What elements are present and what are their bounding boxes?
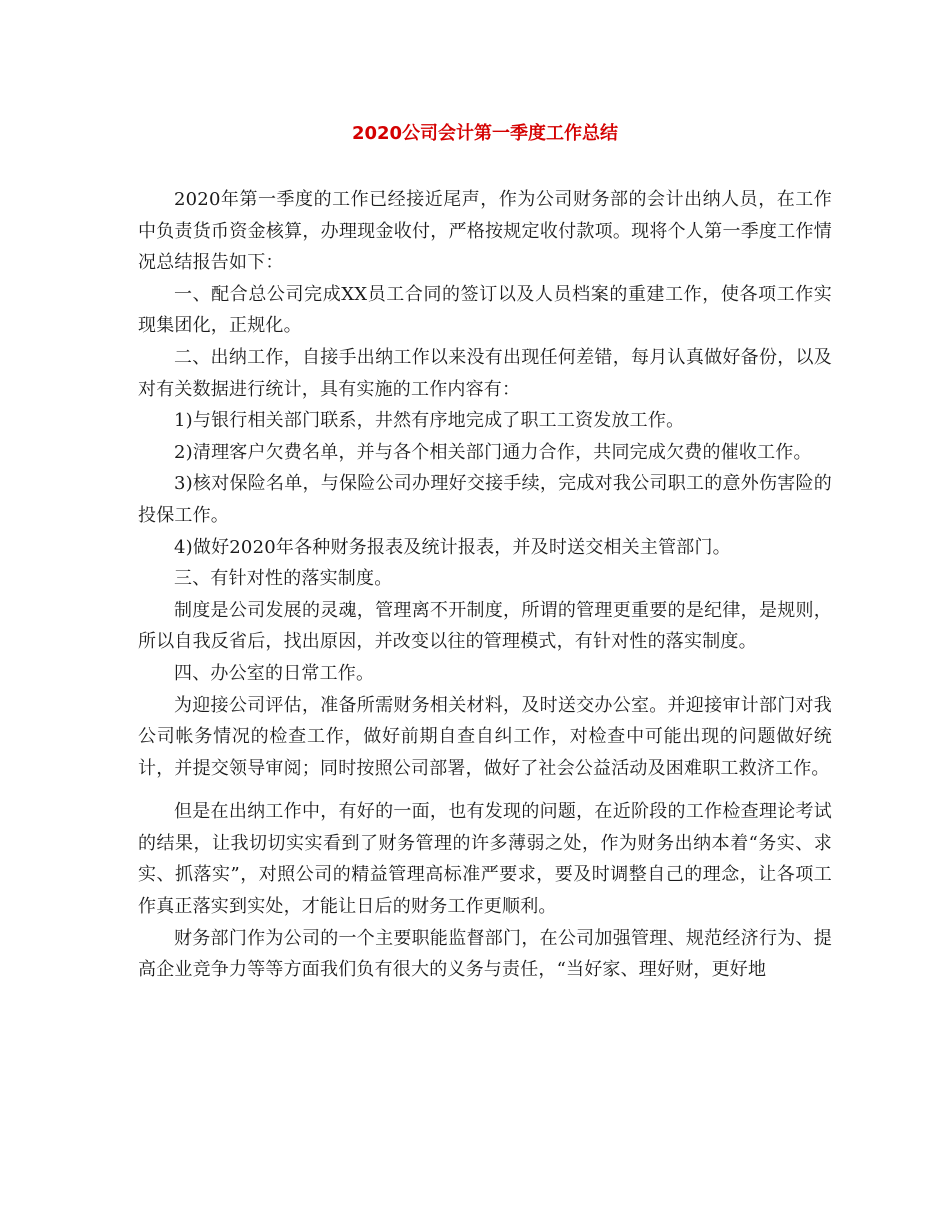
paragraph: 2)清理客户欠费名单，并与各个相关部门通力合作，共同完成欠费的催收工作。 (174, 441, 812, 463)
document-body (138, 184, 832, 986)
paragraph: 财务部门作为公司的一个主要职能监督部门，在公司加强管理、规范经济行为、提高企业竞争力等等方面我们负有很大的义务与责任，“当好家、理好财，更好地 (138, 927, 832, 981)
paragraph: 1)与银行相关部门联系，井然有序地完成了职工工资发放工作。 (174, 410, 685, 432)
document-title: 2020公司会计第一季度工作总结 (351, 123, 619, 144)
paragraph: 三、有针对性的落实制度。 (174, 568, 393, 590)
paragraph: 4)做好2020年各种财务报表及统计报表，并及时送交相关主管部门。 (174, 536, 731, 558)
paragraph: 2020年第一季度的工作已经接近尾声，作为公司财务部的会计出纳人员，在工作中负责货币资金核算，办理现金收付，严格按规定收付款项。现将个人第一季度工作情况总结报告如下： (138, 189, 832, 274)
paragraph: 制度是公司发展的灵魂，管理离不开制度，所谓的管理更重要的是纪律，是规则，所以自我反省后，找出原因，并改变以往的管理模式，有针对性的落实制度。 (138, 599, 832, 653)
paragraph: 3)核对保险名单，与保险公司办理好交接手续，完成对我公司职工的意外伤害险的投保工作。 (138, 473, 832, 526)
paragraph: 四、办公室的日常工作。 (174, 662, 375, 684)
paragraph: 为迎接公司评估，准备所需财务相关材料，及时送交办公室。并迎接审计部门对我公司帐务情况的检查工作，做好前期自查自纠工作，对检查中可能出现的问题做好统计，并提交领导审阅；同时按照公司部署，做好了社会公益活动及困难职工救济工作。 (138, 694, 832, 779)
paragraph: 但是在出纳工作中，有好的一面，也有发现的问题，在近阶段的工作检查理论考试的结果，让我切切实实看到了财务管理的许多薄弱之处，作为财务出纳本着“务实、求实、抓落实”，对照公司的精益管理高标准严要求，要及时调整自己的理念，让各项工作真正落实到实处，才能让日后的财务工作更顺利。 (138, 801, 832, 918)
paragraph: 一、配合总公司完成XX员工合同的签订以及人员档案的重建工作，使各项工作实现集团化，正规化。 (138, 283, 832, 337)
paragraph: 二、出纳工作，自接手出纳工作以来没有出现任何差错，每月认真做好备份，以及对有关数据进行统计，具有实施的工作内容有： (138, 346, 832, 400)
